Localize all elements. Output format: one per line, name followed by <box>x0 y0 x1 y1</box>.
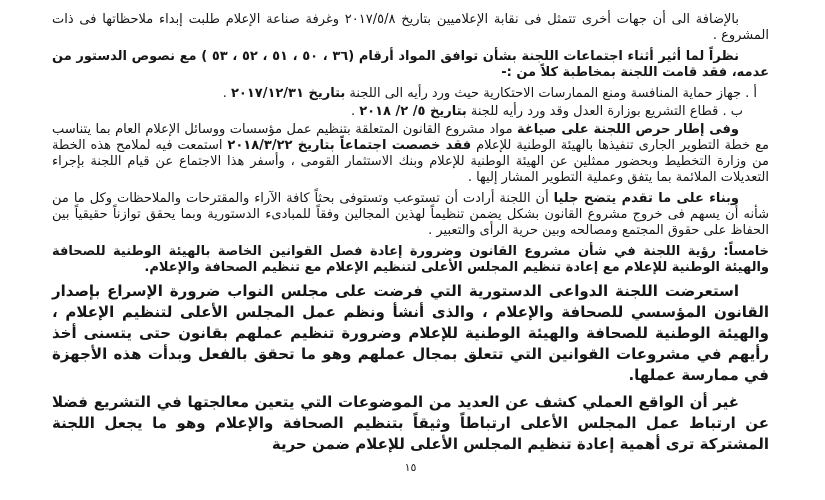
page-number: ١٥ <box>404 461 417 474</box>
paragraph-article-numbers <box>52 49 769 81</box>
paragraph-committee-session <box>52 122 769 186</box>
paragraph-committee-session-lead: وفى إطار حرص اللجنة على صياغة <box>516 122 739 137</box>
list-item-b <box>52 104 743 120</box>
paragraph-committee-session-date: فقد خصصت اجتماعاً بتاريخ ٢٠١٨/٣/٢٢ <box>227 138 472 153</box>
paragraph-committee-session-body1: مواد مشروع القانون المتعلقة بتنظيم عمل مؤسسات ووسائل الإعلام العام بما يتناسب مع خطة التطوير الجارى تنفيذها بالهيئة الوطنية للإعلام <box>52 122 769 153</box>
list-item-b-date: بتاريخ ٥/ ٢/ ٢٠١٨ <box>359 104 467 119</box>
paragraph-committee-session-body2: استمعت فيه لملامح هذه الخطة من وزارة التخطيط وبحضور ممثلين عن الهيئة الوطنية للإعلام وبنك الاستثمار القومى ، وأسفر هذا الاجتماع عن قيام اللجنة بإجراء التعديلات الملائمة بما يتفق وعملية التطوير المشار إليها . <box>52 138 769 185</box>
paragraph-article-numbers-text: نظراً لما أثير أثناء اجتماعات اللجنة بشأن توافق المواد أرقام (٣٦ ، ٥٠ ، ٥١ ، ٥٢ ، ٥٣ ) مع نصوص الدستور من عدمه، فقد قامت اللجنة بمخاطبة كلاً من :- <box>52 49 769 80</box>
paragraph-intro-text: بالإضافة الى أن جهات أخرى تتمثل فى نقابة الإعلاميين بتاريخ ٢٠١٧/٥/٨ وغرفة صناعة الإعلام طلبت إبداء ملاحظاتها فى ذات المشروع . <box>52 12 769 43</box>
paragraph-intro <box>52 12 769 44</box>
paragraph-practical-reality <box>52 392 769 455</box>
paragraph-conclusion-lead: وبناء على ما تقدم يتضح جليا <box>553 191 739 206</box>
list-item-a-date: بتاريخ ٢٠١٧/١٢/٣١ <box>230 86 346 101</box>
list-item-b-text: ب . قطاع التشريع بوزارة العدل وقد ورد رأيه للجنة <box>466 104 743 119</box>
paragraph-conclusion-body: أن اللجنة أرادت أن تستوعب وتستوفى بحثاً كافة الآراء والمقترحات والملاحظات وكل ما من شأنه أن يسهم فى خروج مشروع القانون بشكل يضمن تنظيماً لهذين المجالين وفقاً للمبادىء الدستورية وبما يحقق توازناً حقيقياً بين الحفاظ على حقوق المجتمع ومصالحه وبين حرية الرأى والتعبير . <box>52 191 769 238</box>
heading-fifth-section <box>52 244 769 276</box>
paragraph-constitutional-review-text: استعرضت اللجنة الدواعى الدستورية التي فرضت على مجلس النواب ضرورة الإسراع بإصدار القانون المؤسسي للصحافة والإعلام ، والذى أنشأ ونظم عمل المجلس الأعلى لتنظيم الإعلام ، والهيئة الوطنية للصحافة والهيئة الوطنية للإعلام وضرورة تنظيم عملهم بقانون حتى يتسنى أخذ رأيهم في مشروعات القوانين التي تتعلق بمجال عملهم وهو ما تحقق بالفعل وبدأت هذه الأجهزة في ممارسة عملها. <box>52 282 769 384</box>
list-item-a <box>52 86 757 102</box>
list-item-a-text: أ . جهاز حماية المنافسة ومنع الممارسات الاحتكارية حيث ورد رأيه الى اللجنة <box>345 86 757 101</box>
list-item-b-tail: . <box>350 104 360 119</box>
paragraph-constitutional-review <box>52 281 769 386</box>
list-item-a-tail: . <box>222 86 231 101</box>
paragraph-practical-reality-text: غير أن الواقع العملي كشف عن العديد من الموضوعات التي يتعين معالجتها في التشريع فضلا عن ارتباط عمل المجلس الأعلى ارتباطاً وثيقاً بتنظيم الصحافة والإعلام وهو ما يجعل اللجنة المشتركة ترى أهمية إعادة تنظيم المجلس الأعلى للإعلام ضمن حرية <box>52 393 769 453</box>
heading-fifth-section-text: خامساً: رؤية اللجنة في شأن مشروع القانون وضرورة إعادة فصل القوانين الخاصة بالهيئة الوطنية للصحافة والهيئة الوطنية للإعلام مع إعادة تنظيم المجلس الأعلى لتنظيم الإعلام مع تنظيم الصحافة والإعلام. <box>52 244 769 275</box>
paragraph-conclusion <box>52 191 769 239</box>
